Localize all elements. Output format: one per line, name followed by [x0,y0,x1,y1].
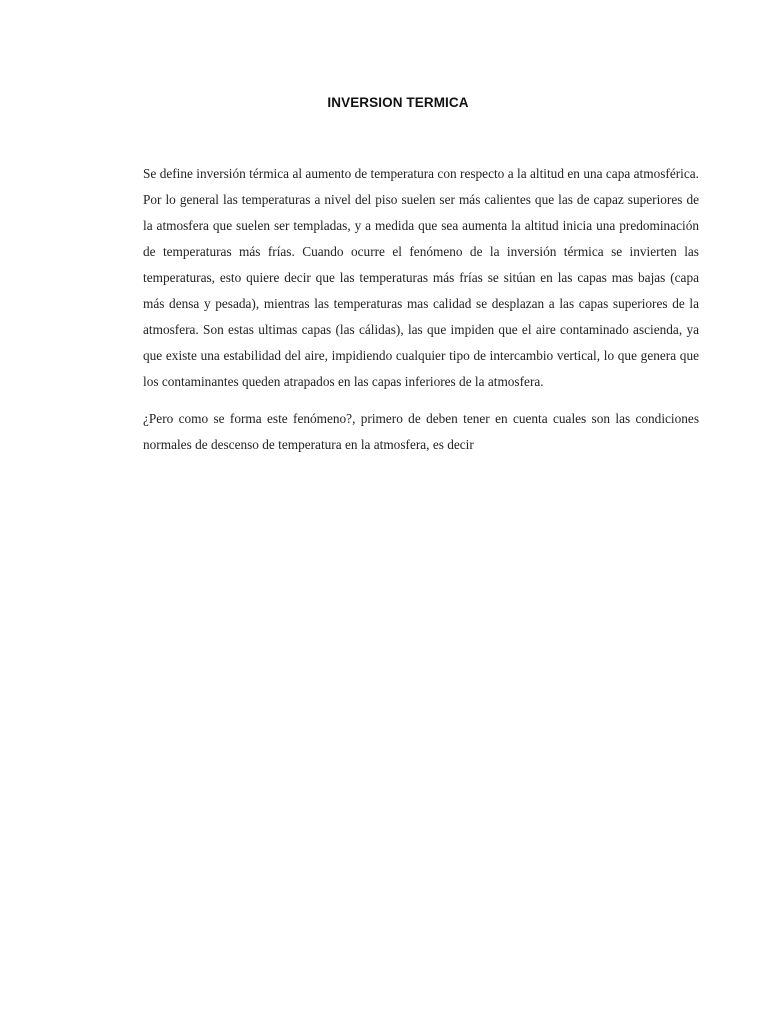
document-body [143,161,699,458]
paragraph-2: ¿Pero como se forma este fenómeno?, primero de deben tener en cuenta cuales son las condiciones normales de descenso de temperatura en la atmosfera, es decir [143,411,699,452]
document-title: INVERSION TERMICA [327,95,469,110]
paragraph-1: Se define inversión térmica al aumento de temperatura con respecto a la altitud en una capa atmosférica. Por lo general las temperaturas a nivel del piso suelen ser más calientes que las de capaz superiores de la atmosfera que suelen ser templadas, y a medida que sea aumenta la altitud inicia una predominación de temperaturas más frías. Cuando ocurre el fenómeno de la inversión térmica se invierten las temperaturas, esto quiere decir que las temperaturas más frías se sitúan en las capas mas bajas (capa más densa y pesada), mientras las temperaturas mas calidad se desplazan a las capas superiores de la atmosfera. Son estas ultimas capas (las cálidas), las que impiden que el aire contaminado ascienda, ya que existe una estabilidad del aire, impidiendo cualquier tipo de intercambio vertical, lo que genera que los contaminantes queden atrapados en las capas inferiores de la atmosfera. [143,166,699,389]
